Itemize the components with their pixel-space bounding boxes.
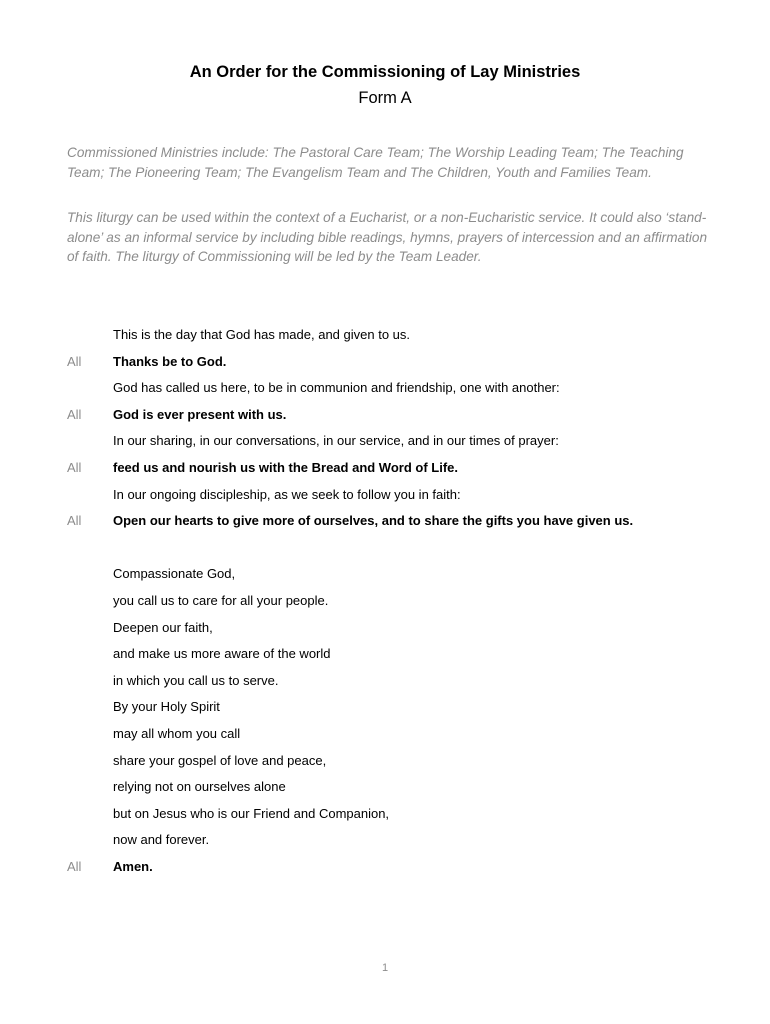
liturgy-text: may all whom you call <box>113 725 241 741</box>
liturgy-text: feed us and nourish us with the Bread and Word of Life. <box>113 459 459 475</box>
prayer-line <box>0 805 770 832</box>
liturgy-text: In our sharing, in our conversations, in our service, and in our times of prayer: <box>113 433 559 449</box>
prayer-line <box>0 778 770 805</box>
document-subtitle: Form A <box>358 89 412 107</box>
prayer-line <box>0 698 770 725</box>
liturgy-text: share your gospel of love and peace, <box>113 752 327 768</box>
liturgy-text: Thanks be to God. <box>113 353 227 369</box>
prayer-line <box>0 725 770 752</box>
responsory-line <box>0 459 770 486</box>
prayer-line <box>0 565 770 592</box>
liturgy-text: Deepen our faith, <box>113 619 213 635</box>
liturgy-text: relying not on ourselves alone <box>113 779 286 795</box>
responsory-section <box>0 326 770 539</box>
responsory-line <box>0 353 770 380</box>
prayer-line <box>0 752 770 779</box>
liturgy-text: Open our hearts to give more of ourselves, and to share the gifts you have given us. <box>113 513 634 529</box>
intro-paragraph-ministries: Commissioned Ministries include: The Pastoral Care Team; The Worship Leading Team; The Teaching Team; The Pioneering Team; The Evangelism Team and The Children, Youth and Families Team. <box>67 145 684 180</box>
liturgy-text: now and forever. <box>113 832 210 848</box>
liturgy-text: By your Holy Spirit <box>113 699 220 715</box>
liturgy-text: Compassionate God, <box>113 566 236 582</box>
prayer-line <box>0 619 770 646</box>
liturgy-text: God has called us here, to be in communion and friendship, one with another: <box>113 380 560 396</box>
liturgy-text: In our ongoing discipleship, as we seek to follow you in faith: <box>113 486 461 502</box>
responsory-line <box>0 379 770 406</box>
responsory-line <box>0 486 770 513</box>
liturgy-text: Amen. <box>113 858 153 874</box>
speaker-label: All <box>67 406 82 422</box>
liturgy-text: but on Jesus who is our Friend and Companion, <box>113 805 390 821</box>
speaker-label: All <box>67 353 82 369</box>
prayer-line <box>0 592 770 619</box>
prayer-section <box>0 565 770 884</box>
page-number: 1 <box>381 962 389 974</box>
prayer-line <box>0 858 770 885</box>
liturgy-text: God is ever present with us. <box>113 406 287 422</box>
liturgy-text: and make us more aware of the world <box>113 646 331 662</box>
liturgy-text: in which you call us to serve. <box>113 672 279 688</box>
section-spacer <box>0 539 770 566</box>
prayer-line <box>0 672 770 699</box>
speaker-label: All <box>67 858 82 874</box>
speaker-label: All <box>67 513 82 529</box>
responsory-line <box>0 326 770 353</box>
responsory-line <box>0 512 770 539</box>
prayer-line <box>0 831 770 858</box>
responsory-line <box>0 432 770 459</box>
intro-paragraph-usage: This liturgy can be used within the context of a Eucharist, or a non-Eucharistic service. It could also ‘stand-alone’ as an informal service by including bible readings, hymns, prayers of intercession and an affirmation of faith. The liturgy of Commissioning will be led by the Team Leader. <box>67 210 708 264</box>
speaker-label: All <box>67 459 82 475</box>
document-title: An Order for the Commissioning of Lay Ministries <box>189 63 581 81</box>
responsory-line <box>0 406 770 433</box>
liturgy-text: you call us to care for all your people. <box>113 592 329 608</box>
liturgy-text: This is the day that God has made, and given to us. <box>113 327 411 342</box>
liturgy-body <box>0 326 770 884</box>
prayer-line <box>0 645 770 672</box>
